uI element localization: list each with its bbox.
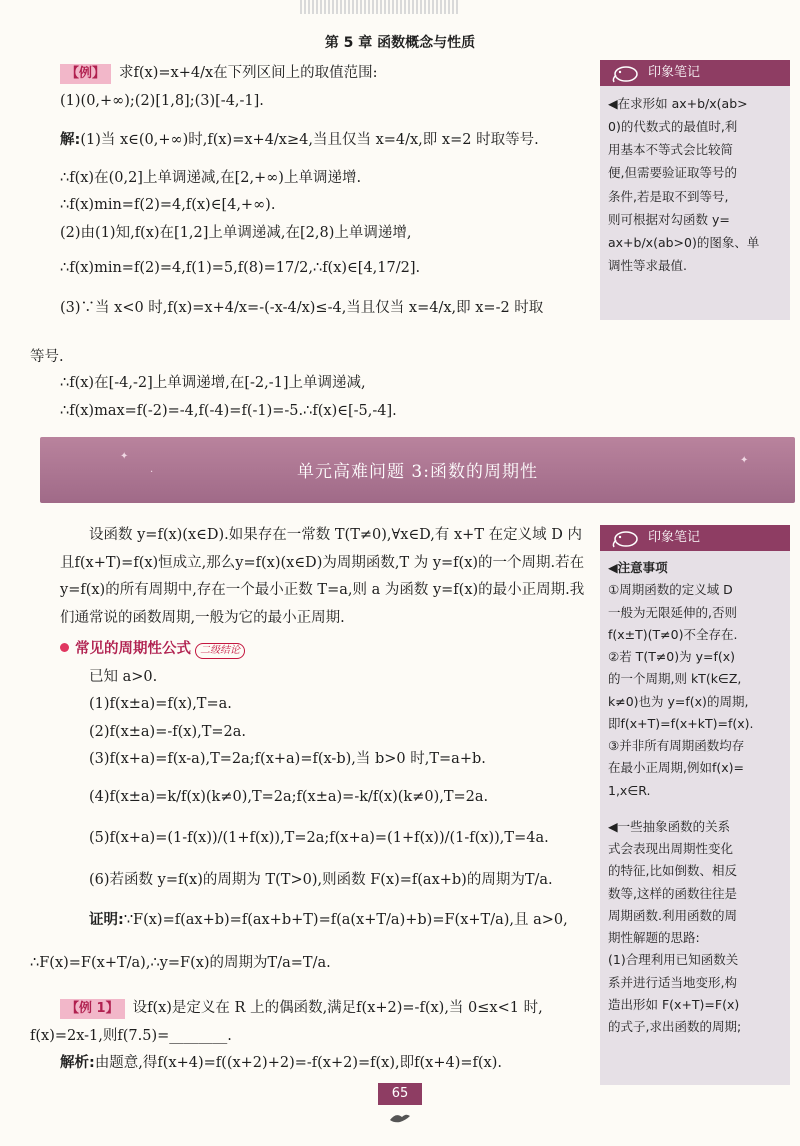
solution-line: ∴f(x)min=f(2)=4,f(x)∈[4,+∞). bbox=[60, 197, 276, 214]
solution-line: (3)∵当 x<0 时,f(x)=x+4/x=-(-x-4/x)≤-4,当且仅当 x=4/x,即 x=-2 时取 bbox=[60, 299, 544, 316]
formula-line: (5)f(x+a)=(1-f(x))/(1+f(x)),T=2a;f(x+a)=(1+f(x))/(1-f(x)),T=4a. bbox=[89, 830, 549, 847]
chapter-title: 第 5 章 函数概念与性质 bbox=[324, 35, 476, 51]
solution-line: ∴f(x)min=f(2)=4,f(1)=5,f(8)=17/2,∴f(x)∈[4,17/2]. bbox=[60, 260, 421, 277]
formula-heading: 常见的周期性公式 二级结论 bbox=[60, 636, 592, 664]
analysis-section bbox=[60, 1050, 592, 1078]
example1-section bbox=[60, 995, 592, 1023]
example-parts: (1)(0,+∞);(2)[1,8];(3)[-4,-1]. bbox=[60, 92, 264, 109]
proof-line: ∴F(x)=F(x+T/a),∴y=F(x)的周期为T/a=T/a. bbox=[30, 955, 331, 971]
bird-icon bbox=[388, 1108, 412, 1126]
formula-line: (6)若函数 y=f(x)的周期为 T(T>0),则函数 F(x)=f(ax+b)的周期为T/a. bbox=[89, 872, 553, 889]
elephant-icon bbox=[610, 528, 640, 548]
example-section bbox=[60, 60, 592, 322]
note-body: ◀在求形如 ax+b/x(ab> 0)的代数式的最值时,利 用基本不等式会比较简 便,但需要验证取等号的 条件,若是取不到等号, 则可根据对勾函数 y= ax+b/x(ab>0)的图象、单 调性等求最值. bbox=[608, 96, 760, 273]
example-label: 【例 1】 bbox=[60, 999, 125, 1019]
solution-line: 解:(1)当 x∈(0,+∞)时,f(x)=x+4/x≥4,当且仅当 x=4/x,即 x=2 时取等号. bbox=[60, 132, 539, 149]
example1-line: f(x)=2x-1,则f(7.5)=________. bbox=[30, 1028, 232, 1044]
formula-line: (1)f(x±a)=f(x),T=a. bbox=[89, 696, 232, 713]
proof-continuation bbox=[30, 950, 590, 978]
definition-paragraph: 设函数 y=f(x)(x∈D).如果存在一常数 T(T≠0),∀x∈D,有 x+T 在定义域 D 内且f(x+T)=f(x)恒成立,那么y=f(x)(x∈D)为周期函数,T 为 y=f(x)的一个周期.若在 y=f(x)的所有周期中,存在一个最小正数 T=a,则 a 为函数 y=f(x)的最小正周期.我们通常说的函数周期,一般为它的最小正周期. bbox=[60, 527, 585, 626]
formula-line: 已知 a>0. bbox=[89, 668, 158, 685]
note-box bbox=[600, 60, 790, 320]
example1-question: 【例 1】 设f(x)是定义在 R 上的偶函数,满足f(x+2)=-f(x),当 0≤x<1 时, bbox=[60, 995, 592, 1023]
analysis-line: 解析:由题意,得f(x+4)=f((x+2)+2)=-f(x+2)=f(x),即f(x+4)=f(x). bbox=[60, 1055, 502, 1071]
formula-line: (2)f(x±a)=-f(x),T=2a. bbox=[89, 723, 247, 740]
note-box bbox=[600, 525, 790, 1085]
badge: 二级结论 bbox=[195, 643, 245, 659]
example1-continuation bbox=[30, 1023, 590, 1051]
formula-line: (3)f(x+a)=f(x-a),T=2a;f(x+a)=f(x-b),当 b>0 时,T=a+b. bbox=[89, 751, 486, 768]
page-number: 65 bbox=[378, 1083, 422, 1105]
header-decoration bbox=[300, 0, 460, 14]
note-header: 印象笔记 bbox=[600, 525, 790, 551]
example-question: 【例】 求f(x)=x+4/x在下列区间上的取值范围: bbox=[60, 60, 592, 88]
example-label: 【例】 bbox=[60, 64, 111, 84]
note-body: ◀注意事项 ①周期函数的定义域 D 一般为无限延伸的,否则 f(x±T)(T≠0)不全存在. ②若 T(T≠0)为 y=f(x) 的一个周期,则 kT(k∈Z, k≠0)也为 y=f(x)的周期, 即f(x+T)=f(x+kT)=f(x). ③并非所有周期函数均存 在最小正周期,例如f(x)= 1,x∈R. ◀一些抽象函数的关系 式会表现出周期性变化 的特征,比如倒数、相反 数等,这样的函数往往是 周期函数.利用函数的周 期性解题的思路: (1)合理利用已知函数关 系并进行适当地变形,构 造出形如 F(x+T)=F(x) 的式子,求出函数的周期; bbox=[608, 560, 754, 1034]
solution-line: (2)由(1)知,f(x)在[1,2]上单调递减,在[2,8)上单调递增, bbox=[60, 224, 412, 241]
solution-continuation bbox=[30, 344, 590, 372]
solution-tail bbox=[60, 370, 592, 425]
solution-line: ∴f(x)在[-4,-2]上单调递增,在[-2,-1]上单调递减, bbox=[60, 375, 366, 391]
solution-line: ∴f(x)在(0,2]上单调递减,在[2,+∞)上单调递增. bbox=[60, 169, 362, 186]
bullet-icon bbox=[60, 643, 69, 652]
formula-line: (4)f(x±a)=k/f(x)(k≠0),T=2a;f(x±a)=-k/f(x)(k≠0),T=2a. bbox=[89, 788, 489, 805]
elephant-icon bbox=[610, 63, 640, 83]
proof-line: 证明:∵F(x)=f(ax+b)=f(ax+b+T)=f(a(x+T/a)+b)=F(x+T/a),且 a>0, bbox=[89, 911, 568, 928]
period-section bbox=[60, 522, 592, 934]
section-banner: ✦ · ✦ 单元高难问题 3:函数的周期性 bbox=[40, 437, 795, 503]
note-header: 印象笔记 bbox=[600, 60, 790, 86]
solution-line: ∴f(x)max=f(-2)=-4,f(-4)=f(-1)=-5.∴f(x)∈[-5,-4]. bbox=[60, 402, 397, 419]
solution-line: 等号. bbox=[30, 349, 64, 365]
banner-title: 单元高难问题 3:函数的周期性 bbox=[297, 462, 538, 482]
